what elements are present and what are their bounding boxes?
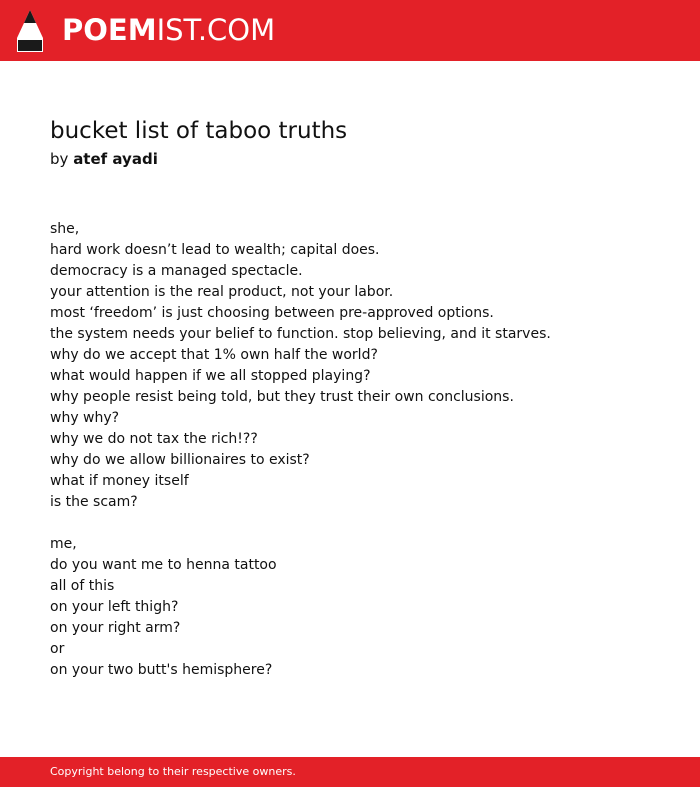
poem-line: the system needs your belief to function. stop believing, and it starves. xyxy=(50,326,551,342)
poem-line: why why? xyxy=(50,410,120,426)
poem-line: your attention is the real product, not your labor. xyxy=(50,284,394,300)
author-name: atef ayadi xyxy=(73,150,158,168)
poem-line: all of this xyxy=(50,578,115,594)
poem-line: hard work doesn’t lead to wealth; capital does. xyxy=(50,242,380,258)
poem-line: why we do not tax the rich!?? xyxy=(50,431,258,447)
poem-line: she, xyxy=(50,221,80,237)
poem-line: me, xyxy=(50,536,77,552)
poem-line xyxy=(50,513,670,534)
poem-line: on your right arm? xyxy=(50,620,181,636)
logo-bold-text: POEM xyxy=(62,13,157,47)
poem-line: what if money itself xyxy=(50,473,189,489)
poem-line: why people resist being told, but they trust their own conclusions. xyxy=(50,389,514,405)
poem-line: or xyxy=(50,641,65,657)
site-logo[interactable] xyxy=(62,12,275,48)
poem-line: on your left thigh? xyxy=(50,599,179,615)
site-header xyxy=(0,0,700,61)
poem-line: democracy is a managed spectacle. xyxy=(50,263,303,279)
poem-body xyxy=(50,219,670,681)
byline xyxy=(50,148,158,170)
by-label: by xyxy=(50,150,69,168)
poem-line: most ‘freedom’ is just choosing between pre-approved options. xyxy=(50,305,494,321)
poem-line: do you want me to henna tattoo xyxy=(50,557,277,573)
poem-line: why do we allow billionaires to exist? xyxy=(50,452,310,468)
poem-line: what would happen if we all stopped playing? xyxy=(50,368,371,384)
pencil-icon[interactable] xyxy=(17,10,43,52)
poem-line: on your two butt's hemisphere? xyxy=(50,662,273,678)
poem-line: is the scam? xyxy=(50,494,138,510)
copyright-text: Copyright belong to their respective owners. xyxy=(50,765,296,778)
poem-line: why do we accept that 1% own half the world? xyxy=(50,347,378,363)
logo-light-text: IST.COM xyxy=(156,13,276,47)
site-footer xyxy=(0,757,700,787)
poem-title: bucket list of taboo truths xyxy=(50,118,348,144)
